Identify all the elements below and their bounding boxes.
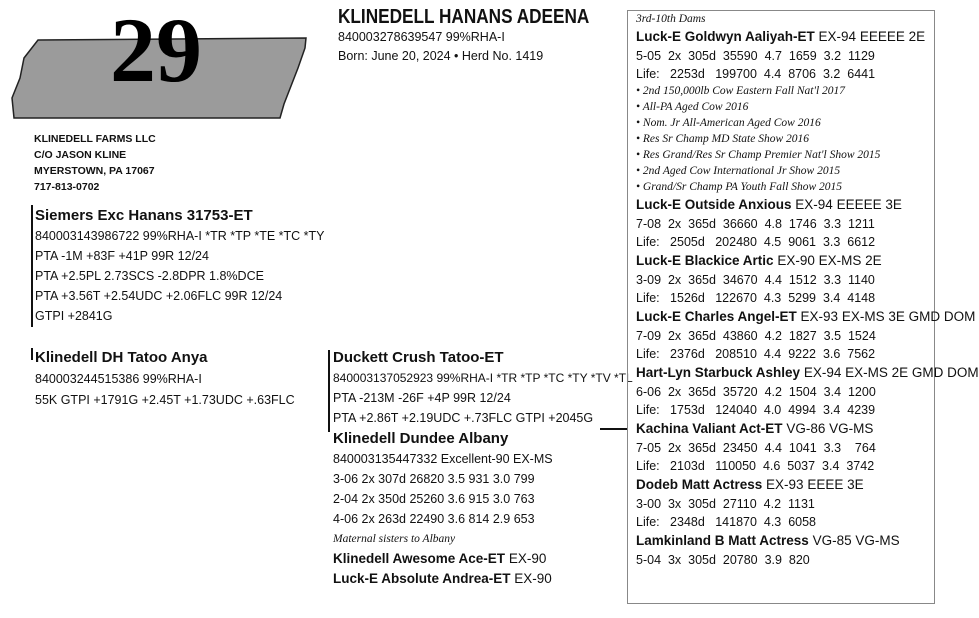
grand-dam-line: 2-04 2x 350d 25260 3.6 915 3.0 763 bbox=[333, 492, 535, 506]
dam-ancestor-award: • Res Grand/Res Sr Champ Premier Nat'l Show 2015 bbox=[636, 149, 881, 161]
dam-ancestor-grade: EX-93 EX-MS 3E GMD DOM bbox=[800, 309, 976, 324]
mgs-block bbox=[333, 348, 633, 428]
grand-dam-line: 3-06 2x 307d 26820 3.5 931 3.0 799 bbox=[333, 472, 535, 486]
dam-ancestor-name-row bbox=[636, 195, 979, 215]
dam-ancestor-name: Lamkinland B Matt Actress bbox=[636, 533, 809, 548]
grand-dam-name: Klinedell Dundee Albany bbox=[333, 430, 509, 447]
dam-ancestor-grade: EX-94 EX-MS 2E GMD DOM bbox=[803, 365, 979, 380]
dam-ancestor-record: 6-06 2x 365d 35720 4.2 1504 3.4 1200 bbox=[636, 385, 876, 399]
maternal-sisters-label: Maternal sisters to Albany bbox=[333, 533, 456, 545]
dam-ancestor-record: 7-08 2x 365d 36660 4.8 1746 3.3 1211 bbox=[636, 217, 875, 231]
dam-ancestor-name-row bbox=[636, 419, 979, 439]
dam-ancestor-record: Life: 1526d 122670 4.3 5299 3.4 4148 bbox=[636, 291, 876, 305]
dam-ancestor-record: 3-00 3x 305d 27110 4.2 1131 bbox=[636, 497, 815, 511]
sire-line: PTA -1M +83F +41P 99R 12/24 bbox=[35, 249, 209, 263]
sire-bracket-line bbox=[31, 205, 33, 327]
dams-connector-line bbox=[600, 428, 627, 430]
sire-name: Siemers Exc Hanans 31753-ET bbox=[35, 207, 253, 224]
dam-ancestor-name: Luck-E Outside Anxious bbox=[636, 197, 792, 212]
dam-ancestor-name-row bbox=[636, 475, 979, 495]
dam-ancestor-record: 5-05 2x 305d 35590 4.7 1659 3.2 1129 bbox=[636, 49, 875, 63]
dam-line: 840003244515386 99%RHA-I bbox=[35, 372, 202, 386]
consignor-line: MYERSTOWN, PA 17067 bbox=[34, 165, 155, 177]
mgs-bracket-line bbox=[328, 350, 330, 432]
dam-ancestor-record: Life: 2103d 110050 4.6 5037 3.4 3742 bbox=[636, 459, 875, 473]
dam-ancestor-record: Life: 2376d 208510 4.4 9222 3.6 7562 bbox=[636, 347, 876, 361]
dam-ancestor-name-row bbox=[636, 363, 979, 383]
mgs-line: PTA +2.86T +2.19UDC +.73FLC GTPI +2045G bbox=[333, 411, 594, 425]
dams-list bbox=[636, 27, 979, 569]
dams-box bbox=[627, 10, 979, 604]
maternal-sister-name: Klinedell Awesome Ace-ET bbox=[333, 551, 506, 566]
sire-line: PTA +2.5PL 2.73SCS -2.8DPR 1.8%DCE bbox=[35, 269, 264, 283]
dam-line: 55K GTPI +1791G +2.45T +1.73UDC +.63FLC bbox=[35, 393, 295, 407]
dam-ancestor-grade: EX-94 EEEEE 3E bbox=[795, 197, 902, 212]
lot-number: 29 bbox=[110, 0, 202, 101]
grand-dam-line: 4-06 2x 263d 22490 3.6 814 2.9 653 bbox=[333, 512, 535, 526]
dam-ancestor-name-row bbox=[636, 531, 979, 551]
consignor-line: KLINEDELL FARMS LLC bbox=[34, 133, 156, 145]
dam-ancestor-record: 7-09 2x 365d 43860 4.2 1827 3.5 1524 bbox=[636, 329, 876, 343]
sire-line: PTA +3.56T +2.54UDC +2.06FLC 99R 12/24 bbox=[35, 289, 283, 303]
dam-ancestor-name-row bbox=[636, 251, 979, 271]
dam-ancestor-name: Luck-E Goldwyn Aaliyah-ET bbox=[636, 29, 815, 44]
dam-ancestor-award: • Nom. Jr All-American Aged Cow 2016 bbox=[636, 117, 821, 129]
mgs-line: PTA -213M -26F +4P 99R 12/24 bbox=[333, 391, 511, 405]
mgs-name: Duckett Crush Tatoo-ET bbox=[333, 349, 504, 366]
sire-block bbox=[35, 206, 325, 326]
dam-ancestor-name: Luck-E Blackice Artic bbox=[636, 253, 774, 268]
dam-ancestor-record: Life: 2253d 199700 4.4 8706 3.2 6441 bbox=[636, 67, 876, 81]
dam-ancestor-award: • 2nd Aged Cow International Jr Show 2015 bbox=[636, 165, 841, 177]
animal-id: 840003278639547 99%RHA-I bbox=[338, 30, 505, 44]
dam-ancestor-record: 5-04 3x 305d 20780 3.9 820 bbox=[636, 553, 810, 567]
grand-dam-block bbox=[333, 429, 553, 589]
mgs-line: 840003137052923 99%RHA-I *TR *TP *TC *TY *TV *TL bbox=[333, 371, 633, 385]
dam-ancestor-award: • Res Sr Champ MD State Show 2016 bbox=[636, 133, 810, 145]
dam-ancestor-record: Life: 1753d 124040 4.0 4994 3.4 4239 bbox=[636, 403, 876, 417]
dam-ancestor-record: 3-09 2x 365d 34670 4.4 1512 3.3 1140 bbox=[636, 273, 875, 287]
dam-ancestor-name: Dodeb Matt Actress bbox=[636, 477, 763, 492]
dam-ancestor-name: Kachina Valiant Act-ET bbox=[636, 421, 783, 436]
dam-ancestor-grade: EX-93 EEEE 3E bbox=[766, 477, 864, 492]
maternal-sister-name: Luck-E Absolute Andrea-ET bbox=[333, 571, 511, 586]
dam-ancestor-name-row bbox=[636, 307, 979, 327]
animal-born: Born: June 20, 2024 • Herd No. 1419 bbox=[338, 49, 544, 63]
consignor-block bbox=[34, 131, 156, 195]
animal-name: KLINEDELL HANANS ADEENA bbox=[338, 6, 590, 28]
dam-ancestor-record: Life: 2505d 202480 4.5 9061 3.3 6612 bbox=[636, 235, 876, 249]
sire-line: 840003143986722 99%RHA-I *TR *TP *TE *TC *TY bbox=[35, 229, 325, 243]
consignor-line: 717-813-0702 bbox=[34, 181, 100, 193]
dam-ancestor-grade: VG-86 VG-MS bbox=[786, 421, 874, 436]
dams-box-header: 3rd-10th Dams bbox=[636, 13, 706, 25]
dam-ancestor-grade: EX-90 EX-MS 2E bbox=[777, 253, 882, 268]
sire-line: GTPI +2841G bbox=[35, 309, 113, 323]
dam-ancestor-grade: EX-94 EEEEE 2E bbox=[818, 29, 926, 44]
maternal-sister bbox=[333, 549, 553, 569]
maternal-sister bbox=[333, 569, 553, 589]
dam-ancestor-record: Life: 2348d 141870 4.3 6058 bbox=[636, 515, 817, 529]
consignor-line: C/O JASON KLINE bbox=[34, 149, 127, 161]
dam-ancestor-grade: VG-85 VG-MS bbox=[812, 533, 900, 548]
maternal-sister-grade: EX-90 bbox=[514, 571, 552, 586]
maternal-sister-grade: EX-90 bbox=[508, 551, 547, 566]
dam-ancestor-name: Luck-E Charles Angel-ET bbox=[636, 309, 797, 324]
dam-ancestor-name: Hart-Lyn Starbuck Ashley bbox=[636, 365, 801, 380]
dam-ancestor-award: • 2nd 150,000lb Cow Eastern Fall Nat'l 2017 bbox=[636, 85, 846, 97]
dam-ancestor-name-row bbox=[636, 27, 979, 47]
grand-dam-line: 840003135447332 Excellent-90 EX-MS bbox=[333, 452, 553, 466]
dam-ancestor-award: • Grand/Sr Champ PA Youth Fall Show 2015 bbox=[636, 181, 843, 193]
dam-block bbox=[35, 347, 295, 411]
dam-ancestor-award: • All-PA Aged Cow 2016 bbox=[636, 101, 749, 113]
dam-name: Klinedell DH Tatoo Anya bbox=[35, 349, 208, 366]
dam-ancestor-record: 7-05 2x 365d 23450 4.4 1041 3.3 764 bbox=[636, 441, 876, 455]
dam-bracket-line bbox=[31, 348, 33, 360]
